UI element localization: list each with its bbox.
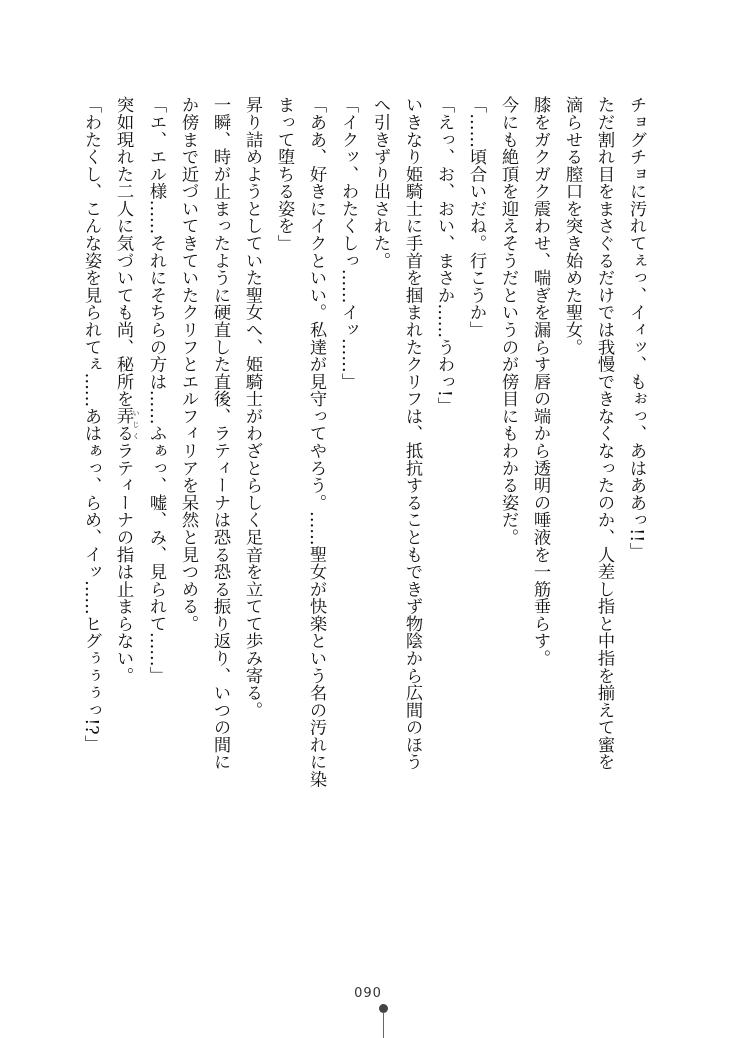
exclamation-question-mark: !?」: [81, 718, 101, 752]
text-line: チョグチョに汚れてぇっ、イィッ、もぉっ、あはああっ!!」: [626, 96, 646, 560]
text-line: か傍まで近づいてきていたクリフとエルフィリアを呆然と見つめる。: [178, 96, 198, 632]
text-line: 「エ、エル様……それにそちらの方は……ふぁっ、嘘、み、見られて……」: [146, 96, 166, 684]
text-line: 滴らせる膣口を突き始めた聖女。: [562, 96, 582, 356]
text-line: いきなり姫騎士に手首を掴まれたクリフは、抵抗することもできず物陰から広間のほう: [402, 96, 422, 771]
text-line: 「えっ、お、おい、まさか……うわっ!」: [434, 96, 454, 415]
text-line: 今にも絶頂を迎えそうだというのが傍目にもわかる姿だ。: [498, 96, 518, 546]
ruby-annotation: 弄る いじく: [113, 407, 140, 442]
text-line: 「ああ、好きにイクといい。私達が見守ってやろう。……聖女が快楽という名の汚れに染: [306, 96, 326, 788]
text-line: 「わたくし、こんな姿を見られてぇ……あはぁっ、らめ、イッ……ヒグぅぅぅっ!?」: [81, 96, 101, 752]
page-marker-line: [383, 1012, 384, 1038]
exclamation-mark: !!」: [626, 528, 646, 560]
text-line: 昇り詰めようとしていた聖女へ、姫騎士がわざとらしく足音を立てて歩み寄る。: [242, 96, 262, 719]
ruby-reading: いじく: [132, 407, 140, 442]
text-line: へ引きずり出された。: [370, 96, 390, 269]
page-number: 090: [354, 986, 382, 1001]
text-line: 膝をガクガク震わせ、喘ぎを漏らす唇の端から透明の唾液を一筋垂らす。: [530, 96, 550, 667]
text-line: 「イクッ、わたくしっ……イッ……」: [338, 96, 358, 390]
text-line: まって堕ちる姿を」: [274, 96, 294, 252]
text-line: 突如現れた二人に気づいても尚、秘所を弄る いじくラティーナの指は止まらない。: [113, 96, 140, 684]
text-line: 一瞬、時が止まったように硬直した直後、ラティーナは恐る恐る振り返り、いつの間に: [210, 96, 230, 771]
exclamation-mark: !」: [434, 389, 454, 415]
vertical-text-body: [81, 96, 652, 896]
text-line: ただ割れ目をまさぐるだけでは我慢できなくなったのか、人差し指と中指を揃えて蜜を: [594, 96, 614, 771]
text-line: 「……頃合いだね。行こうか」: [466, 96, 486, 339]
